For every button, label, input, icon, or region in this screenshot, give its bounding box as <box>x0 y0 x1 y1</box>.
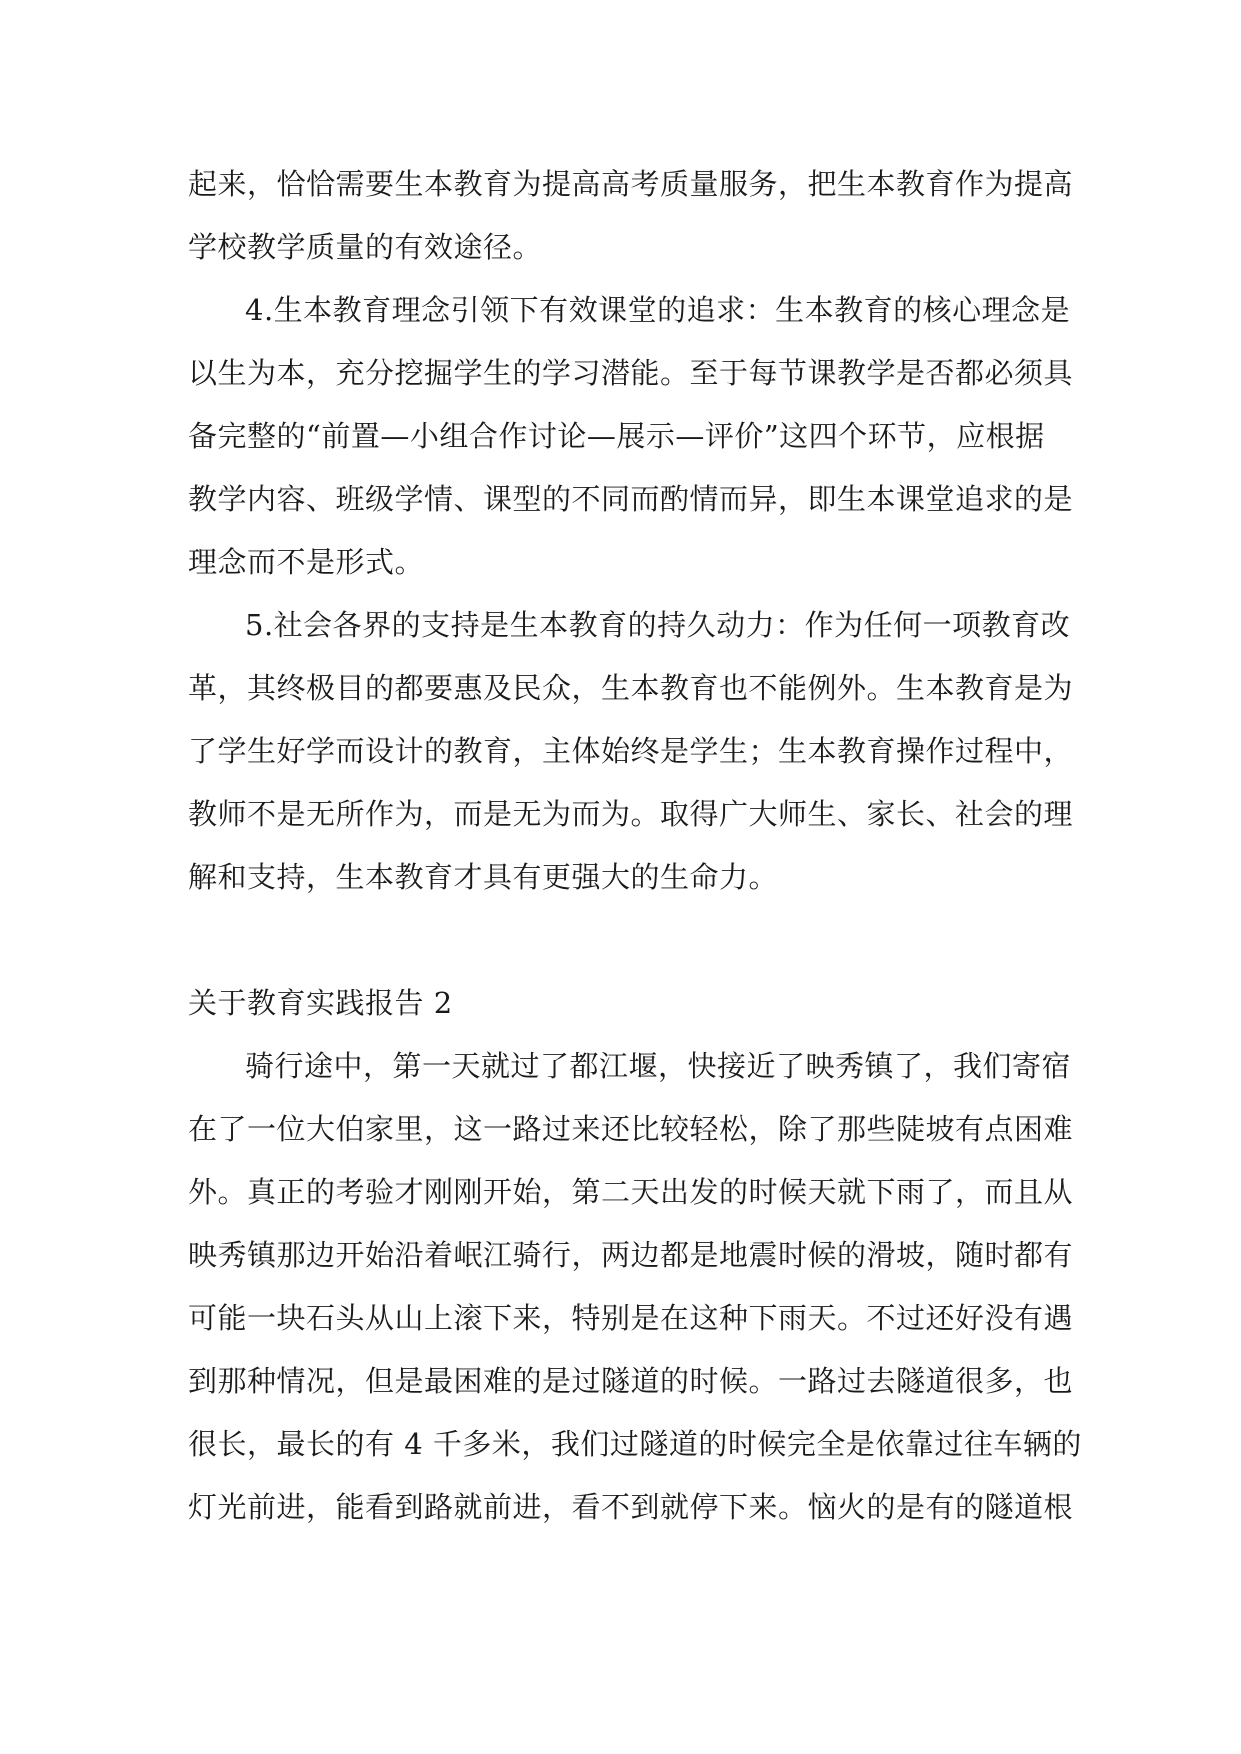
paragraph-4 <box>188 1035 1082 1539</box>
text-line: 学校教学质量的有效途径。 <box>188 230 543 264</box>
text-line: 教师不是无所作为，而是无为而为。取得广大师生、家长、社会的理 <box>188 797 1074 831</box>
paragraph-3 <box>188 594 1074 909</box>
text-line: 很长，最长的有 4 千多米，我们过隧道的时候完全是依靠过往车辆的 <box>188 1427 1082 1461</box>
text-line: 教学内容、班级学情、课型的不同而酌情而异，即生本课堂追求的是 <box>188 482 1074 516</box>
text-line: 起来，恰恰需要生本教育为提高高考质量服务，把生本教育作为提高 <box>188 167 1074 201</box>
text-line: 备完整的“前置—小组合作讨论—展示—评价”这四个环节，应根据 <box>188 419 1045 453</box>
text-line: 4.生本教育理念引领下有效课堂的追求：生本教育的核心理念是 <box>245 293 1071 327</box>
text-line: 到那种情况，但是最困难的是过隧道的时候。一路过去隧道很多，也 <box>188 1364 1074 1398</box>
text-line: 映秀镇那边开始沿着岷江骑行，两边都是地震时候的滑坡，随时都有 <box>188 1238 1074 1272</box>
text-line: 革，其终极目的都要惠及民众，生本教育也不能例外。生本教育是为 <box>188 671 1074 705</box>
text-line: 理念而不是形式。 <box>188 545 425 579</box>
section-gap <box>188 909 1053 972</box>
text-line: 骑行途中，第一天就过了都江堰，快接近了映秀镇了，我们寄宿 <box>245 1049 1072 1083</box>
text-line: 解和支持，生本教育才具有更强大的生命力。 <box>188 860 779 894</box>
text-line: 5.社会各界的支持是生本教育的持久动力：作为任何一项教育改 <box>245 608 1071 642</box>
text-line: 了学生好学而设计的教育，主体始终是学生；生本教育操作过程中， <box>188 734 1074 768</box>
document-page <box>188 153 1082 1539</box>
paragraph-2 <box>188 279 1074 594</box>
text-line: 可能一块石头从山上滚下来，特别是在这种下雨天。不过还好没有遇 <box>188 1301 1074 1335</box>
section-heading: 关于教育实践报告 2 <box>188 986 453 1020</box>
text-line: 灯光前进，能看到路就前进，看不到就停下来。恼火的是有的隧道根 <box>188 1490 1074 1524</box>
text-line: 在了一位大伯家里，这一路过来还比较轻松，除了那些陡坡有点困难 <box>188 1112 1074 1146</box>
paragraph-1 <box>188 153 1074 279</box>
text-line: 外。真正的考验才刚刚开始，第二天出发的时候天就下雨了，而且从 <box>188 1175 1074 1209</box>
text-line: 以生为本，充分挖掘学生的学习潜能。至于每节课教学是否都必须具 <box>188 356 1074 390</box>
